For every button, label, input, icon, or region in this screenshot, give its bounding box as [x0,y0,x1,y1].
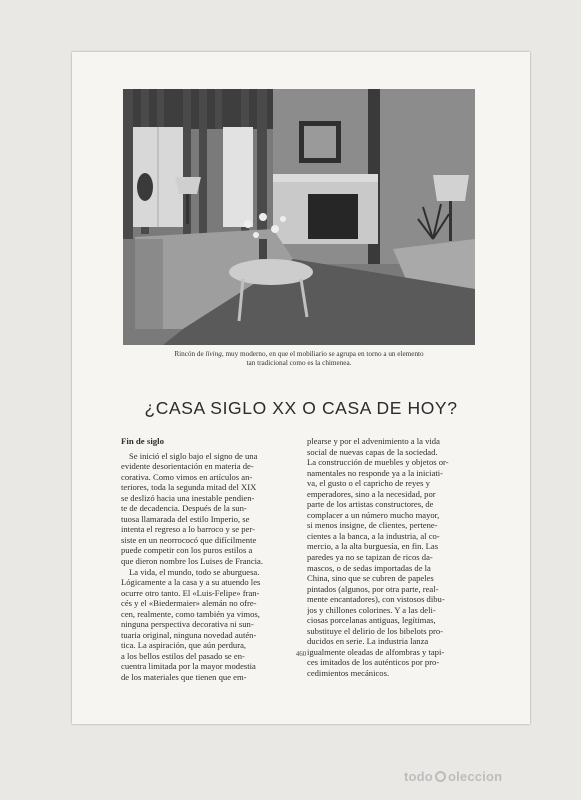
text-line: se deslizó hacia una inestable pendien- [121,492,255,503]
watermark-logo [404,769,502,784]
text-line: cedimientos mecánicos. [307,668,390,679]
text-line: jos y chillones colorines. Y a las deli- [307,604,436,615]
text-line: de los materiales que tienen que em- [121,672,247,683]
text-line: cen, realmente, como también ya vimos, [121,608,260,619]
text-line: China, sino que se cubren de papeles [307,573,434,584]
watermark-left: todo [404,769,433,784]
text-line: te de decadencia. Después de la sun- [121,503,247,514]
text-line: si menos insigne, de clientes, pertene- [307,520,438,531]
text-line: mercio, a la alta burguesía, en fin. Las [307,541,439,552]
text-line: ninguna perspectiva decorativa ni sun- [121,619,254,630]
text-line: La construcción de muebles y objetos or- [307,457,449,468]
text-line: tica. La aspiración, que aún perdura, [121,640,247,651]
caption-text-3: tan tradicional como es la chimenea. [246,359,352,367]
text-line: La vida, el mundo, todo se aburguesa. [129,566,260,577]
text-line: ciosas porcelanas antiguas, legítimas, [307,615,436,626]
text-line: parte de los artistas constructores, de [307,499,434,510]
column-right [307,436,479,679]
text-line: social de nuevas capas de la sociedad. [307,446,438,457]
article-headline: ¿CASA SIGLO XX O CASA DE HOY? [144,398,458,418]
text-line: plearse y por el advenimiento a la vida [307,436,440,446]
text-line: mente encantadores), con vistosos dibu- [307,594,445,605]
text-line: igualmente oleadas de alfombras y tapi- [307,646,445,657]
text-line: teriores, toda la segunda mitad del XIX [121,482,257,493]
text-line: pintados (algunos, por otra parte, real- [307,583,439,594]
living-room-photo [123,89,475,345]
text-line: intenta el regreso a lo barroco y se per- [121,524,255,535]
text-line: Se inició el siglo bajo el signo de una [129,450,258,461]
text-line: ces imitados de los auténticos por pro- [307,657,440,668]
text-line: paredes ya no se tapizan de ricos da- [307,552,433,563]
text-line: substituye el delirio de los bibelots pro- [307,625,444,636]
text-line: complacer a un número mucho mayor, [307,509,440,520]
column-left [121,436,293,683]
text-line: va, el gusto o el capricho de reyes y [307,478,430,489]
caption-text-2: , muy moderno, en que el mobiliario se agrupa en torno a un elemento [221,350,424,358]
right-column-text [307,436,479,679]
text-line: corativa. Como vimos en artículos an- [121,471,253,482]
photo-caption [116,350,482,368]
text-line: siste en un neorrococó que difícilmente [121,534,257,545]
caption-text-1: Rincón de [174,350,206,358]
text-line: tuaria original, ninguna novedad autén- [121,629,257,640]
section-subheading: Fin de siglo [121,436,165,446]
text-line: cuentra limitada por la mayor modestia [121,661,256,672]
text-line: cés y el «Biedermaier» alemán no ofre- [121,598,257,609]
watermark-dot-icon [435,771,446,782]
text-line: mascos, o de sedas importadas de la [307,562,431,573]
text-line: Lógicamente a la casa y a su atuendo les [121,577,261,588]
text-line: a los bellos estilos del pasado se en- [121,650,245,661]
text-line: que dieron nombre los Luises de Francia. [121,556,263,567]
caption-emphasis: living [205,350,222,358]
living-room-illustration [123,89,475,345]
page-number: 460 [295,650,307,658]
text-line: emperadores, sino a la necesidad, por [307,488,436,499]
text-line: tuosa llamarada del estilo Imperio, se [121,513,250,524]
text-line: evidente desorientación en materia de- [121,461,254,472]
text-line: ducidos en serie. La industria lanza [307,636,429,647]
magazine-page [72,52,530,724]
watermark-right: oleccion [447,769,503,784]
text-line: puede competir con los puros estilos a [121,545,253,556]
text-line: cientes a la banca, a la industria, al co- [307,530,440,541]
text-line: ocurre otro tanto. El «Luis-Felipe» fran- [121,587,260,598]
text-line: namentales no responde ya a la iniciati- [307,467,444,478]
left-column-text [121,451,293,683]
